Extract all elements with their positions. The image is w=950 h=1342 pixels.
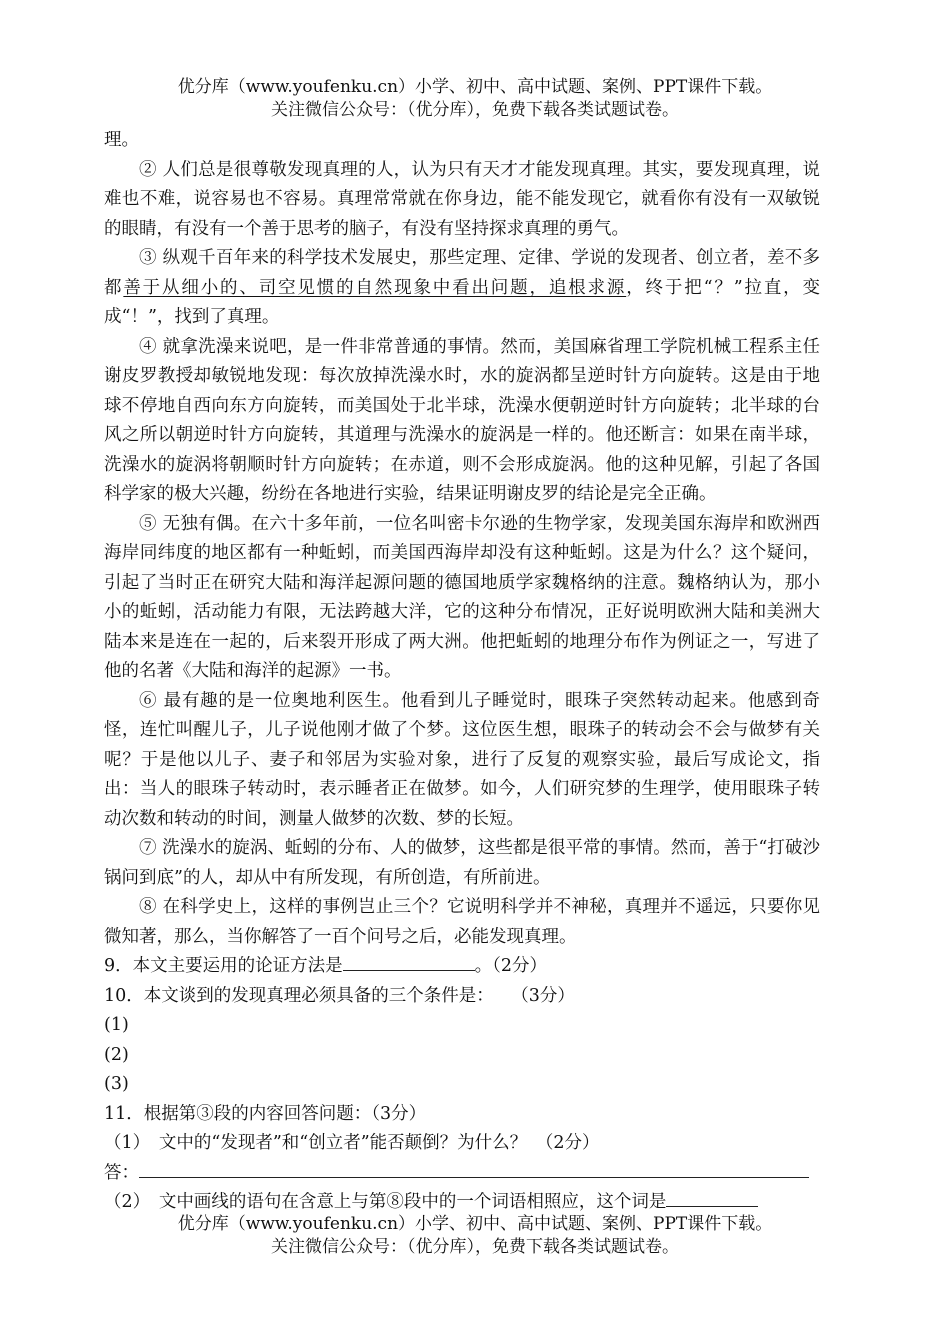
underlined-sentence: 善于从细小的、司空见惯的自然现象中看出问题，追根求源 [123, 277, 627, 298]
question-10-item-3: (3) [104, 1074, 129, 1094]
paragraph-3 [104, 244, 820, 333]
paragraph-4: ④ 就拿洗澡来说吧，是一件非常普通的事情。然而，美国麻省理工学院机械工程系主任谢皮罗教授却敏锐地发现：每次放掉洗澡水时，水的旋涡都呈逆时针方向旋转。这是由于地球不停地自西向东方向旋转，而美国处于北半球，洗澡水便朝逆时针方向旋转；北半球的台风之所以朝逆时针方向旋转，其道理与洗澡水的旋涡是一样的。他还断言：如果在南半球，洗澡水的旋涡将朝顺时针方向旋转；在赤道，则不会形成旋涡。他的这种见解，引起了各国科学家的极大兴趣，纷纷在各地进行实验，结果证明谢皮罗的结论是完全正确。 [104, 336, 820, 504]
question-11-part-2-blank[interactable] [666, 1188, 758, 1207]
question-11: 11．根据第③段的内容回答问题：（3分） [104, 1103, 427, 1124]
paragraph-6: ⑥ 最有趣的是一位奥地利医生。他看到儿子睡觉时，眼珠子突然转动起来。他感到奇怪，连忙叫醒儿子，儿子说他刚才做了个梦。这位医生想，眼珠子的转动会不会与做梦有关呢？于是他以儿子、妻子和邻居为实验对象，进行了反复的观察实验，最后写成论文，指出：当人的眼珠子转动时，表示睡者正在做梦。如今，人们研究梦的生理学，使用眼珠子转动次数和转动的时间，测量人做梦的次数、梦的长短。 [104, 690, 820, 829]
paragraph-7: ⑦ 洗澡水的旋涡、蚯蚓的分布、人的做梦，这些都是很平常的事情。然而，善于“打破沙锅问到底”的人，却从中有所发现，有所创造，有所前进。 [104, 838, 820, 888]
header-line-1: 优分库（www.youfenku.cn）小学、初中、高中试题、案例、PPT课件下载。 [177, 77, 773, 97]
paragraph-2: ② 人们总是很尊敬发现真理的人，认为只有天才才能发现真理。其实，要发现真理，说难也不难，说容易也不容易。真理常常就在你身边，能不能发现它，就看你有没有一双敏锐的眼睛，有没有一个善于思考的脑子，有没有坚持探求真理的勇气。 [104, 159, 820, 239]
header-line-2: 关注微信公众号：（优分库），免费下载各类试题试卷。 [271, 100, 679, 120]
question-10: 10．本文谈到的发现真理必须具备的三个条件是： （3分） [104, 985, 575, 1006]
paragraph-5: ⑤ 无独有偶。在六十多年前，一位名叫密卡尔逊的生物学家，发现美国东海岸和欧洲西海岸同纬度的地区都有一种蚯蚓，而美国西海岸却没有这种蚯蚓。这是为什么？这个疑问，引起了当时正在研究大陆和海洋起源问题的德国地质学家魏格纳的注意。魏格纳认为，那小小的蚯蚓，活动能力有限，无法跨越大洋，它的这种分布情况，正好说明欧洲大陆和美洲大陆本来是连在一起的，后来裂开形成了两大洲。他把蚯蚓的地理分布作为例证之一，写进了他的名著《大陆和海洋的起源》一书。 [104, 513, 820, 681]
page-footer [0, 1213, 950, 1259]
paragraph-continuation: 理。 [104, 130, 139, 150]
paragraph-3-end: ，终于把“？”拉直，变成“！”，找到了真理。 [104, 277, 820, 327]
question-9-blank[interactable] [343, 952, 475, 971]
answer-line [104, 1159, 820, 1189]
question-10-item-2: (2) [104, 1044, 129, 1065]
question-9-score: 。（2分） [474, 956, 548, 976]
question-11-part-2-text: （2） 文中画线的语句在含意上与第⑧段中的一个词语相照应，这个词是 [104, 1192, 667, 1212]
footer-line-1: 优分库（www.youfenku.cn）小学、初中、高中试题、案例、PPT课件下载。 [177, 1214, 773, 1234]
paragraph-3-start: ③ 纵观千百年来的科学技术发展史，那些定理、定律、学说的发现者、创立者，差不多都 [104, 248, 820, 298]
footer-line-2: 关注微信公众号：（优分库），免费下载各类试题试卷。 [271, 1237, 679, 1257]
answer-label: 答： [104, 1162, 139, 1183]
document-body [104, 126, 820, 1218]
paragraph-8: ⑧ 在科学史上，这样的事例岂止三个？它说明科学并不神秘，真理并不遥远，只要你见微知著，那么，当你解答了一百个问号之后，必能发现真理。 [104, 897, 820, 947]
question-11-part-1: （1） 文中的“发现者”和“创立者”能否颠倒？为什么？ （2分） [104, 1133, 600, 1153]
question-9 [104, 952, 820, 982]
answer-blank[interactable] [139, 1159, 809, 1178]
question-10-item-1: (1) [104, 1015, 129, 1035]
question-9-text: 9．本文主要运用的论证方法是 [104, 956, 343, 976]
page-header [0, 76, 950, 122]
